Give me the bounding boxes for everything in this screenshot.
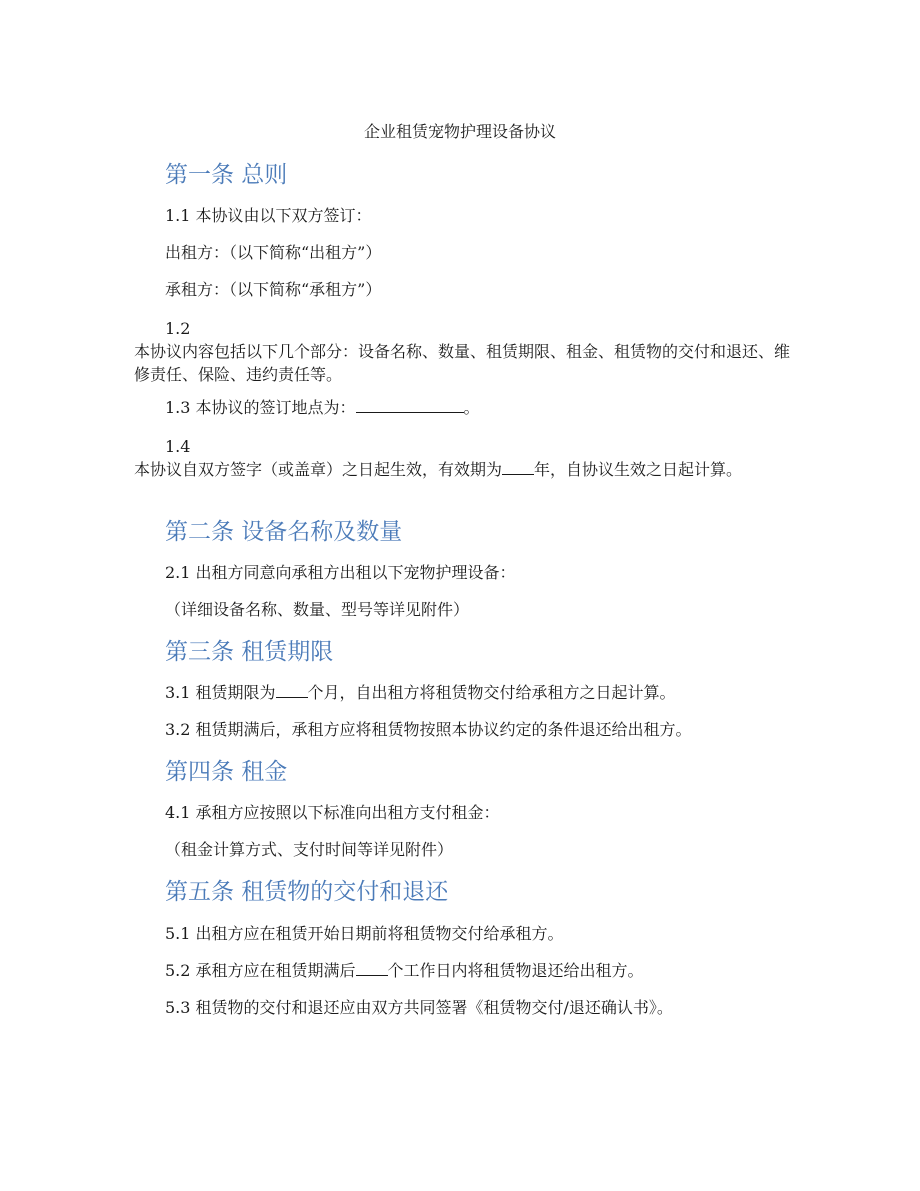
clause-5-2-text: 5.2 承租方应在租赁期满后 [165, 961, 356, 980]
section-1-heading: 第一条 总则 [165, 162, 288, 188]
clause-1-4-text: 本协议自双方签字（或盖章）之日起生效，有效期为 [134, 460, 503, 479]
return-days-blank [356, 960, 388, 976]
clause-3-1 [165, 682, 676, 704]
signing-place-blank [356, 397, 464, 413]
lessor-line: 出租方：（以下简称“出租方”） [165, 243, 382, 262]
clause-1-2 [134, 317, 794, 386]
document-title: 企业租赁宠物护理设备协议 [363, 122, 556, 141]
clause-5-2 [165, 960, 644, 982]
section-5-heading: 第五条 租赁物的交付和退还 [165, 879, 449, 905]
clause-1-2-number: 1.2 [165, 319, 191, 338]
clause-3-1-text: 3.1 租赁期限为 [165, 683, 276, 702]
clause-3-1-text-end: 个月，自出租方将租赁物交付给承租方之日起计算。 [307, 683, 676, 702]
rent-details-note: （租金计算方式、支付时间等详见附件） [165, 840, 454, 859]
clause-2-1: 2.1 出租方同意向承租方出租以下宠物护理设备： [165, 563, 516, 582]
clause-1-4-text-end: 年，自协议生效之日起计算。 [534, 460, 743, 479]
clause-1-4 [134, 435, 794, 481]
clause-5-1: 5.1 出租方应在租赁开始日期前将租赁物交付给承租方。 [165, 924, 564, 943]
clause-1-3 [165, 397, 480, 419]
clause-5-3: 5.3 租赁物的交付和退还应由双方共同签署《租赁物交付/退还确认书》。 [165, 998, 673, 1017]
section-3-heading: 第三条 租赁期限 [165, 639, 334, 665]
section-4-heading: 第四条 租金 [165, 759, 288, 785]
clause-4-1: 4.1 承租方应按照以下标准向出租方支付租金： [165, 803, 500, 822]
clause-1-2-text: 本协议内容包括以下几个部分：设备名称、数量、租赁期限、租金、租赁物的交付和退还、维修责任、保险、违约责任等。 [134, 342, 791, 384]
clause-1-3-text: 1.3 本协议的签订地点为： [165, 398, 356, 417]
lease-months-blank [276, 682, 308, 698]
validity-years-blank [502, 459, 534, 475]
clause-5-2-text-end: 个工作日内将租赁物退还给出租方。 [387, 961, 644, 980]
clause-1-4-number: 1.4 [165, 437, 191, 456]
clause-1-1: 1.1 本协议由以下双方签订： [165, 206, 372, 225]
lessee-line: 承租方：（以下简称“承租方”） [165, 280, 382, 299]
clause-3-2: 3.2 租赁期满后，承租方应将租赁物按照本协议约定的条件退还给出租方。 [165, 720, 692, 739]
equipment-details-note: （详细设备名称、数量、型号等详见附件） [165, 600, 470, 619]
clause-1-3-end: 。 [463, 398, 480, 417]
section-2-heading: 第二条 设备名称及数量 [165, 519, 403, 545]
